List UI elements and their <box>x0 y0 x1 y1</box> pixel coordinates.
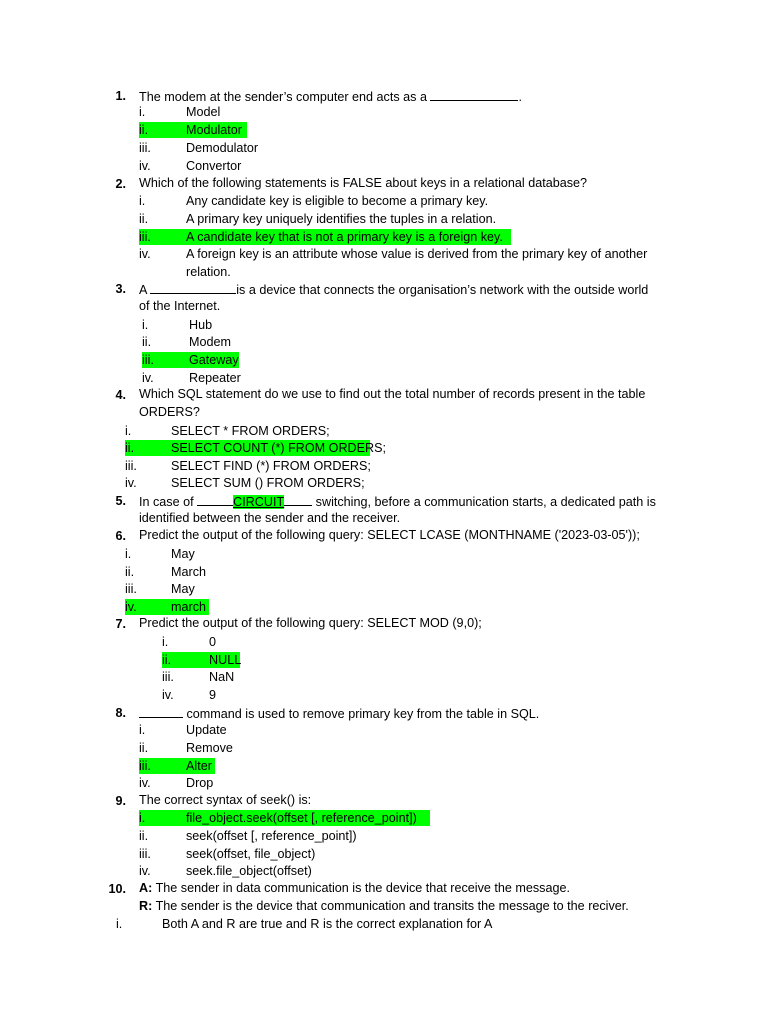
question-text: The modem at the sender’s computer end acts as a . <box>139 90 522 104</box>
document-page: 1. The modem at the sender’s computer end acts as a . i. Model ii. Modulator iii. Demodulator iv. Convertor 2. Which of the following statements is FALSE about keys in a relational database? i. Any candidate key is eligible to become a primary key. ii. A primary key uniquely identifies the tuples in a relation. iii. A candidate key that is not a primary key is a foreign key. iv. A foreign key is an attribute whose value is derived from the primary key of another relation. 3. A is a device that connects the organisation’s network with the outside world of the Internet. i. Hub ii. Modem iii. Gateway iv. Repeater 4. Which SQL statement do we use to find out the total number of records present in the table ORDERS? i. SELECT * FROM ORDERS; ii. SELECT COUNT (*) FROM ORDERS; iii. SELECT FIND (*) FROM ORDERS; iv. SELECT SUM () FROM ORDERS; 5. In case of CIRCUIT switching, before a communication starts, a dedicated path is identified between the sender and the receiver. 6. Predict the output of the following query: SELECT LCASE (MONTHNAME ('2023-03-05')); i. May ii. March iii. May iv. march 7. Predict the output of the following query: SELECT MOD (9,0); i. 0 ii. NULL iii. NaN iv. 9 8. command is used to remove primary key from the table in SQL. i. Update ii. Remove iii. Alter iv. Drop 9. The correct syntax of seek() is: i. file_object.seek(offset [, reference_point]) ii. seek(offset [, reference_point]) iii. seek(offset, file_object) iv. seek.file_object(offset) 10. A: The sender in data communication is the device that receive the message. R: The sender is the device that communication and transits the message to the reciver. i. Both A and R are true and R is the correct explanation for A <box>0 0 768 1024</box>
question-text-continuation: of the Internet. <box>139 299 221 313</box>
question-text-continuation: ORDERS? <box>139 405 200 419</box>
question-text: The correct syntax of seek() is: <box>139 793 312 807</box>
answer-blank <box>150 281 236 294</box>
question-number: 2. <box>115 177 126 191</box>
question-text: In case of CIRCUIT switching, before a communication starts, a dedicated path is <box>139 495 656 509</box>
option-row-correct: ii. SELECT COUNT (*) FROM ORDERS; <box>125 441 387 455</box>
question-number: 7. <box>115 617 126 631</box>
answer-blank <box>139 705 183 718</box>
option-continuation: relation. <box>186 265 231 279</box>
option-row-correct: ii. NULL <box>162 653 242 667</box>
question-text: Which of the following statements is FALSE about keys in a relational database? <box>139 176 588 190</box>
option-row-correct: iii. Alter <box>139 758 215 774</box>
filled-answer: CIRCUIT <box>233 495 285 509</box>
question-number: 6. <box>115 529 126 543</box>
option-row-correct: iii. A candidate key that is not a primary key is a foreign key. <box>139 229 511 245</box>
assertion: A: The sender in data communication is the device that receive the message. <box>139 881 570 895</box>
question-text-continuation: identified between the sender and the receiver. <box>139 511 401 525</box>
reason: R: The sender is the device that communication and transits the message to the reciver. <box>139 899 629 913</box>
question-number: 8. <box>115 706 126 720</box>
question-number: 10. <box>108 882 126 896</box>
option-row-correct: ii. Modulator <box>139 122 247 138</box>
question-text: Predict the output of the following query: SELECT LCASE (MONTHNAME ('2023-03-05')); <box>139 528 640 542</box>
question-number: 4. <box>115 388 126 402</box>
option-row-correct: iii. Gateway <box>142 353 239 367</box>
answer-blank <box>430 88 518 101</box>
option-row-correct: i. file_object.seek(offset [, reference_point]) <box>139 810 430 826</box>
question-number: 5. <box>115 494 126 508</box>
question-number: 9. <box>115 794 126 808</box>
option-row-correct: iv. march <box>125 599 209 615</box>
question-number: 1. <box>115 89 126 103</box>
question-text: Predict the output of the following query: SELECT MOD (9,0); <box>139 616 482 630</box>
question-number: 3. <box>115 282 126 296</box>
question-text: command is used to remove primary key from the table in SQL. <box>139 705 539 722</box>
question-text: A is a device that connects the organisation’s network with the outside world <box>139 283 649 297</box>
question-text: Which SQL statement do we use to find out the total number of records present in the table <box>139 387 646 401</box>
